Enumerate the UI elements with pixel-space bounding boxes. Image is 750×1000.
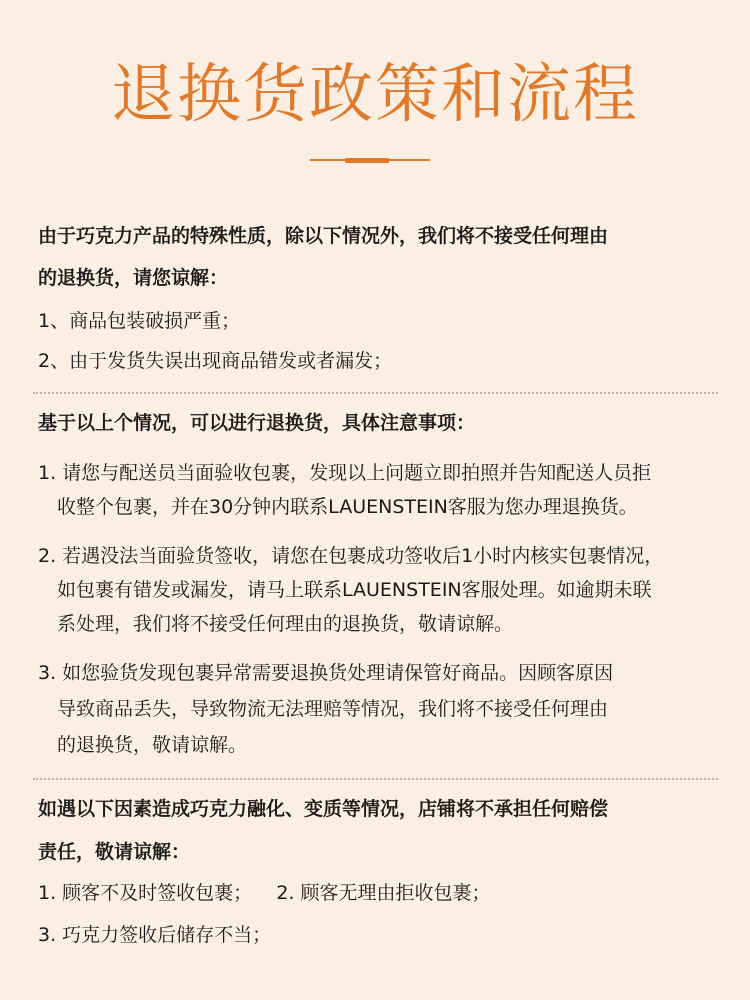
- section3-intro-line2: 责任，敬请谅解：: [38, 841, 191, 863]
- section3-items-line2: 3. 巧克力签收后储存不当；: [38, 924, 272, 946]
- section-divider-2: [33, 778, 718, 780]
- page-title: 退换货政策和流程: [111, 58, 639, 132]
- section3-items-line1: 1. 顾客不及时签收包裹； 2. 顾客无理由拒收包裹；: [38, 882, 491, 904]
- section1-item-2: 2、由于发货失误出现商品错发或者漏发；: [38, 350, 393, 372]
- section1-item-1: 1、商品包装破损严重；: [38, 310, 241, 332]
- section3-intro-line1: 如遇以下因素造成巧克力融化、变质等情况，店铺将不承担任何赔偿: [38, 798, 609, 820]
- section2-item2-line2: 如包裹有错发或漏发，请马上联系LAUENSTEIN客服处理。如逾期未联: [57, 579, 652, 601]
- section2-item2-line3: 系处理，我们将不接受任何理由的退换货，敬请谅解。: [57, 613, 514, 635]
- title-divider-accent: [345, 158, 389, 163]
- section2-item3-line3: 的退换货，敬请谅解。: [57, 734, 248, 756]
- section2-heading: 基于以上个情况，可以进行退换货，具体注意事项：: [38, 412, 476, 434]
- section2-item3-line2: 导致商品丢失，导致物流无法理赔等情况，我们将不接受任何理由: [57, 698, 609, 720]
- section1-intro-line1: 由于巧克力产品的特殊性质，除以下情况外，我们将不接受任何理由: [38, 225, 609, 247]
- section2-item2-line1: 2. 若遇没法当面验货签收，请您在包裹成功签收后1小时内核实包裹情况，: [38, 545, 664, 567]
- section1-intro-line2: 的退换货，请您谅解：: [38, 267, 229, 289]
- section2-item1-line1: 1. 请您与配送员当面验收包裹，发现以上问题立即拍照并告知配送人员拒: [38, 462, 652, 484]
- section-divider-1: [33, 392, 718, 394]
- section2-item3-line1: 3. 如您验货发现包裹异常需要退换货处理请保管好商品。因顾客原因: [38, 662, 614, 684]
- section2-item1-line2: 收整个包裹，并在30分钟内联系LAUENSTEIN客服为您办理退换货。: [57, 496, 638, 518]
